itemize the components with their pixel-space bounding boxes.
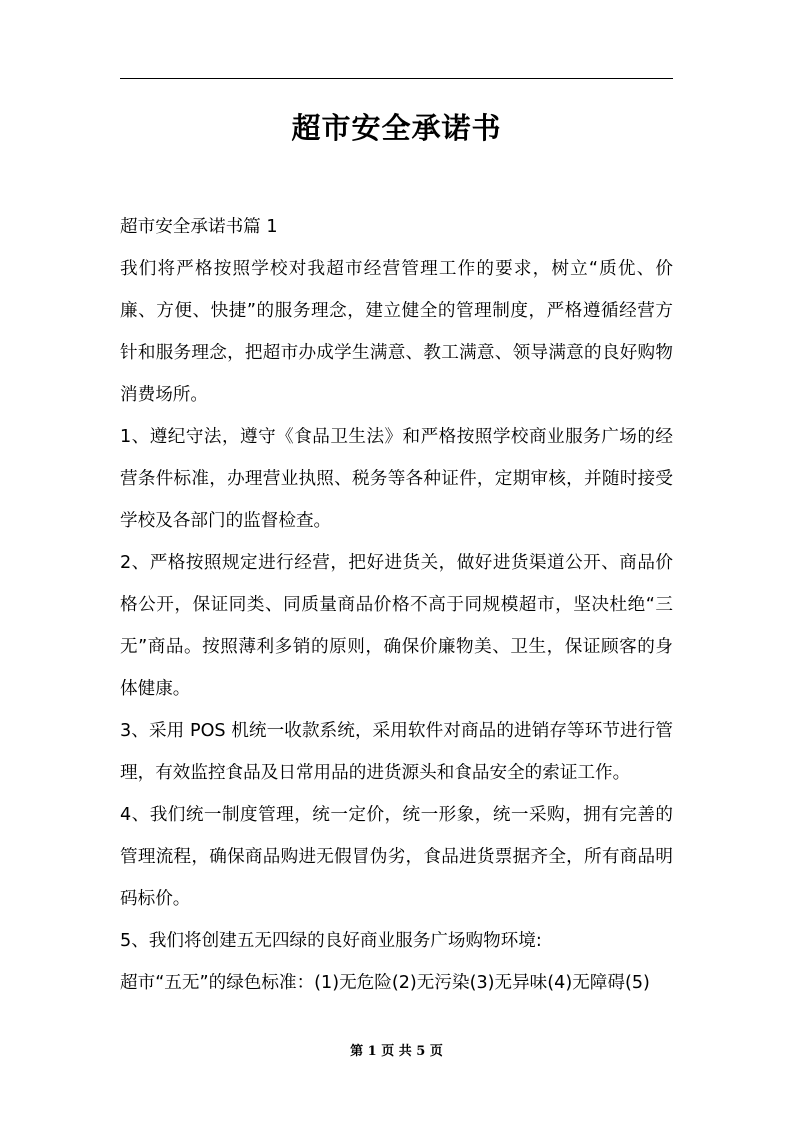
paragraph-item-3: 3、采用 POS 机统一收款系统，采用软件对商品的进销存等环节进行管理，有效监控食品及日常用品的进货源头和食品安全的索证工作。 — [120, 721, 673, 783]
paragraph-standards: 超市“五无”的绿色标准：(1)无危险(2)无污染(3)无异味(4)无障碍(5) — [120, 973, 650, 993]
document-title: 超市安全承诺书 — [291, 111, 502, 145]
document-body — [120, 206, 673, 1004]
page-number: 第 1 页 共 5 页 — [350, 1044, 443, 1059]
intro-paragraph: 我们将严格按照学校对我超市经营管理工作的要求，树立“质优、价廉、方便、快捷”的服务理念，建立健全的管理制度，严格遵循经营方针和服务理念，把超市办成学生满意、教工满意、领导满意的良好购物消费场所。 — [120, 259, 673, 405]
section-heading: 超市安全承诺书篇 1 — [120, 217, 278, 237]
paragraph-item-4: 4、我们统一制度管理，统一定价，统一形象，统一采购，拥有完善的管理流程，确保商品购进无假冒伪劣，食品进货票据齐全，所有商品明码标价。 — [120, 805, 673, 909]
paragraph-item-5: 5、我们将创建五无四绿的良好商业服务广场购物环境: — [120, 931, 542, 951]
header-rule — [120, 78, 673, 79]
paragraph-item-2: 2、严格按照规定进行经营，把好进货关，做好进货渠道公开、商品价格公开，保证同类、同质量商品价格不高于同规模超市，坚决杜绝“三无”商品。按照薄利多销的原则，确保价廉物美、卫生，保证顾客的身体健康。 — [120, 553, 673, 699]
paragraph-item-1: 1、遵纪守法，遵守《食品卫生法》和严格按照学校商业服务广场的经营条件标准，办理营业执照、税务等各种证件，定期审核，并随时接受学校及各部门的监督检查。 — [120, 427, 673, 531]
